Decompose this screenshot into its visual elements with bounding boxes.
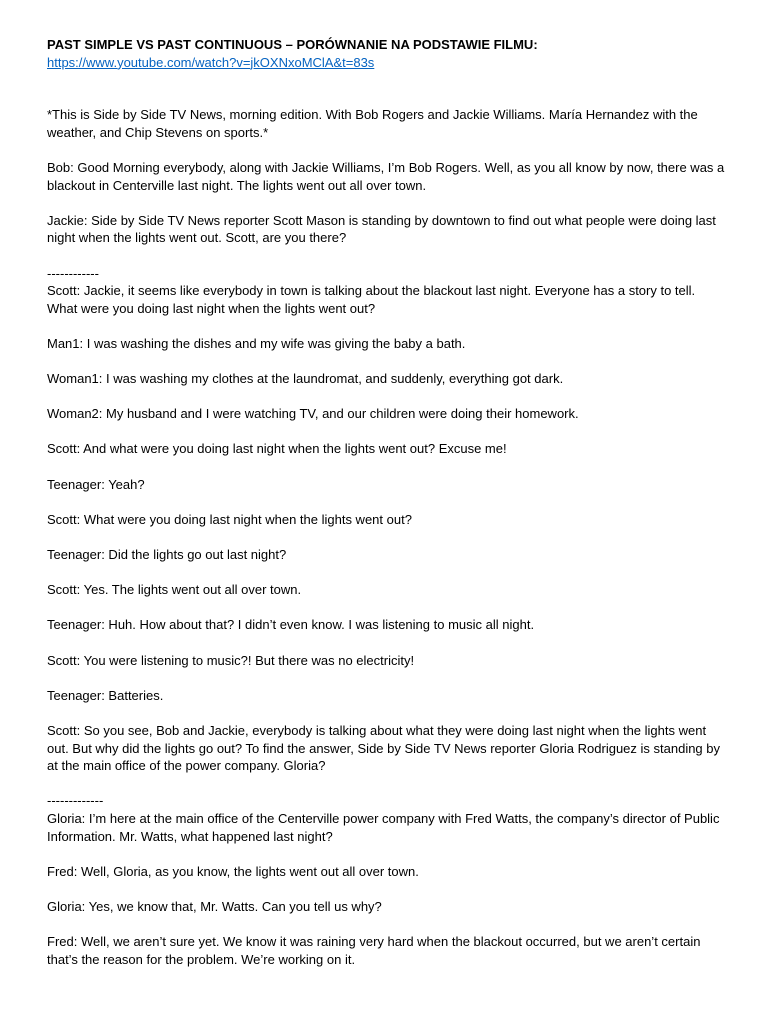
dialogue-line: Woman1: I was washing my clothes at the laundromat, and suddenly, everything got dark. [47, 371, 564, 387]
dialogue-line: Teenager: Did the lights go out last night? [47, 547, 287, 563]
dialogue-line: Gloria: Yes, we know that, Mr. Watts. Can you tell us why? [47, 898, 382, 914]
dialogue-line: Scott: So you see, Bob and Jackie, everybody is talking about what they were doing last night when the lights went out. But why did the lights go out? To find the answer, Side by Side TV News reporter Gloria Rodriguez is standing by at the main office of the power company. Gloria? [47, 722, 721, 774]
dialogue-line-jackie: Jackie: Side by Side TV News reporter Scott Mason is standing by downtown to find out what people were doing last night when the lights went out. Scott, are you there? [47, 212, 716, 246]
dialogue-line: Teenager: Huh. How about that? I didn’t even know. I was listening to music all night. [47, 617, 535, 633]
dialogue-line: Gloria: I’m here at the main office of the Centerville power company with Fred Watts, the company’s director of Public Information. Mr. Watts, what happened last night? [47, 810, 720, 844]
separator-line: ------------- [47, 793, 104, 809]
dialogue-line: Man1: I was washing the dishes and my wife was giving the baby a bath. [47, 335, 466, 351]
document-title: PAST SIMPLE VS PAST CONTINUOUS – PORÓWNANIE NA PODSTAWIE FILMU: [47, 37, 538, 52]
youtube-link[interactable]: https://www.youtube.com/watch?v=jkOXNxoMClA&t=83s [47, 54, 375, 70]
document-page [47, 36, 727, 968]
dialogue-line: Scott: Jackie, it seems like everybody in town is talking about the blackout last night. Everyone has a story to tell. What were you doing last night when the lights went out? [47, 283, 696, 316]
dialogue-line: Scott: What were you doing last night when the lights went out? [47, 511, 412, 527]
separator-line: ------------ [47, 265, 99, 281]
dialogue-line: Scott: Yes. The lights went out all over town. [47, 582, 302, 598]
spacer [47, 71, 727, 106]
dialogue-line: Teenager: Batteries. [47, 687, 164, 703]
dialogue-line: Scott: And what were you doing last night when the lights went out? Excuse me! [47, 441, 507, 457]
dialogue-line: Fred: Well, Gloria, as you know, the lights went out all over town. [47, 863, 419, 879]
intro-paragraph: *This is Side by Side TV News, morning edition. With Bob Rogers and Jackie Williams. María Hernandez with the weather, and Chip Stevens on sports.* [47, 107, 698, 140]
dialogue-line-bob: Bob: Good Morning everybody, along with Jackie Williams, I’m Bob Rogers. Well, as you all know by now, there was a blackout in Centerville last night. The lights went out all over town. [47, 159, 725, 193]
dialogue-line: Woman2: My husband and I were watching TV, and our children were doing their homework. [47, 406, 579, 422]
dialogue-line: Fred: Well, we aren’t sure yet. We know it was raining very hard when the blackout occurred, but we aren’t certain that’s the reason for the problem. We’re working on it. [47, 934, 701, 967]
dialogue-line: Teenager: Yeah? [47, 476, 145, 492]
dialogue-line: Scott: You were listening to music?! But there was no electricity! [47, 652, 415, 668]
